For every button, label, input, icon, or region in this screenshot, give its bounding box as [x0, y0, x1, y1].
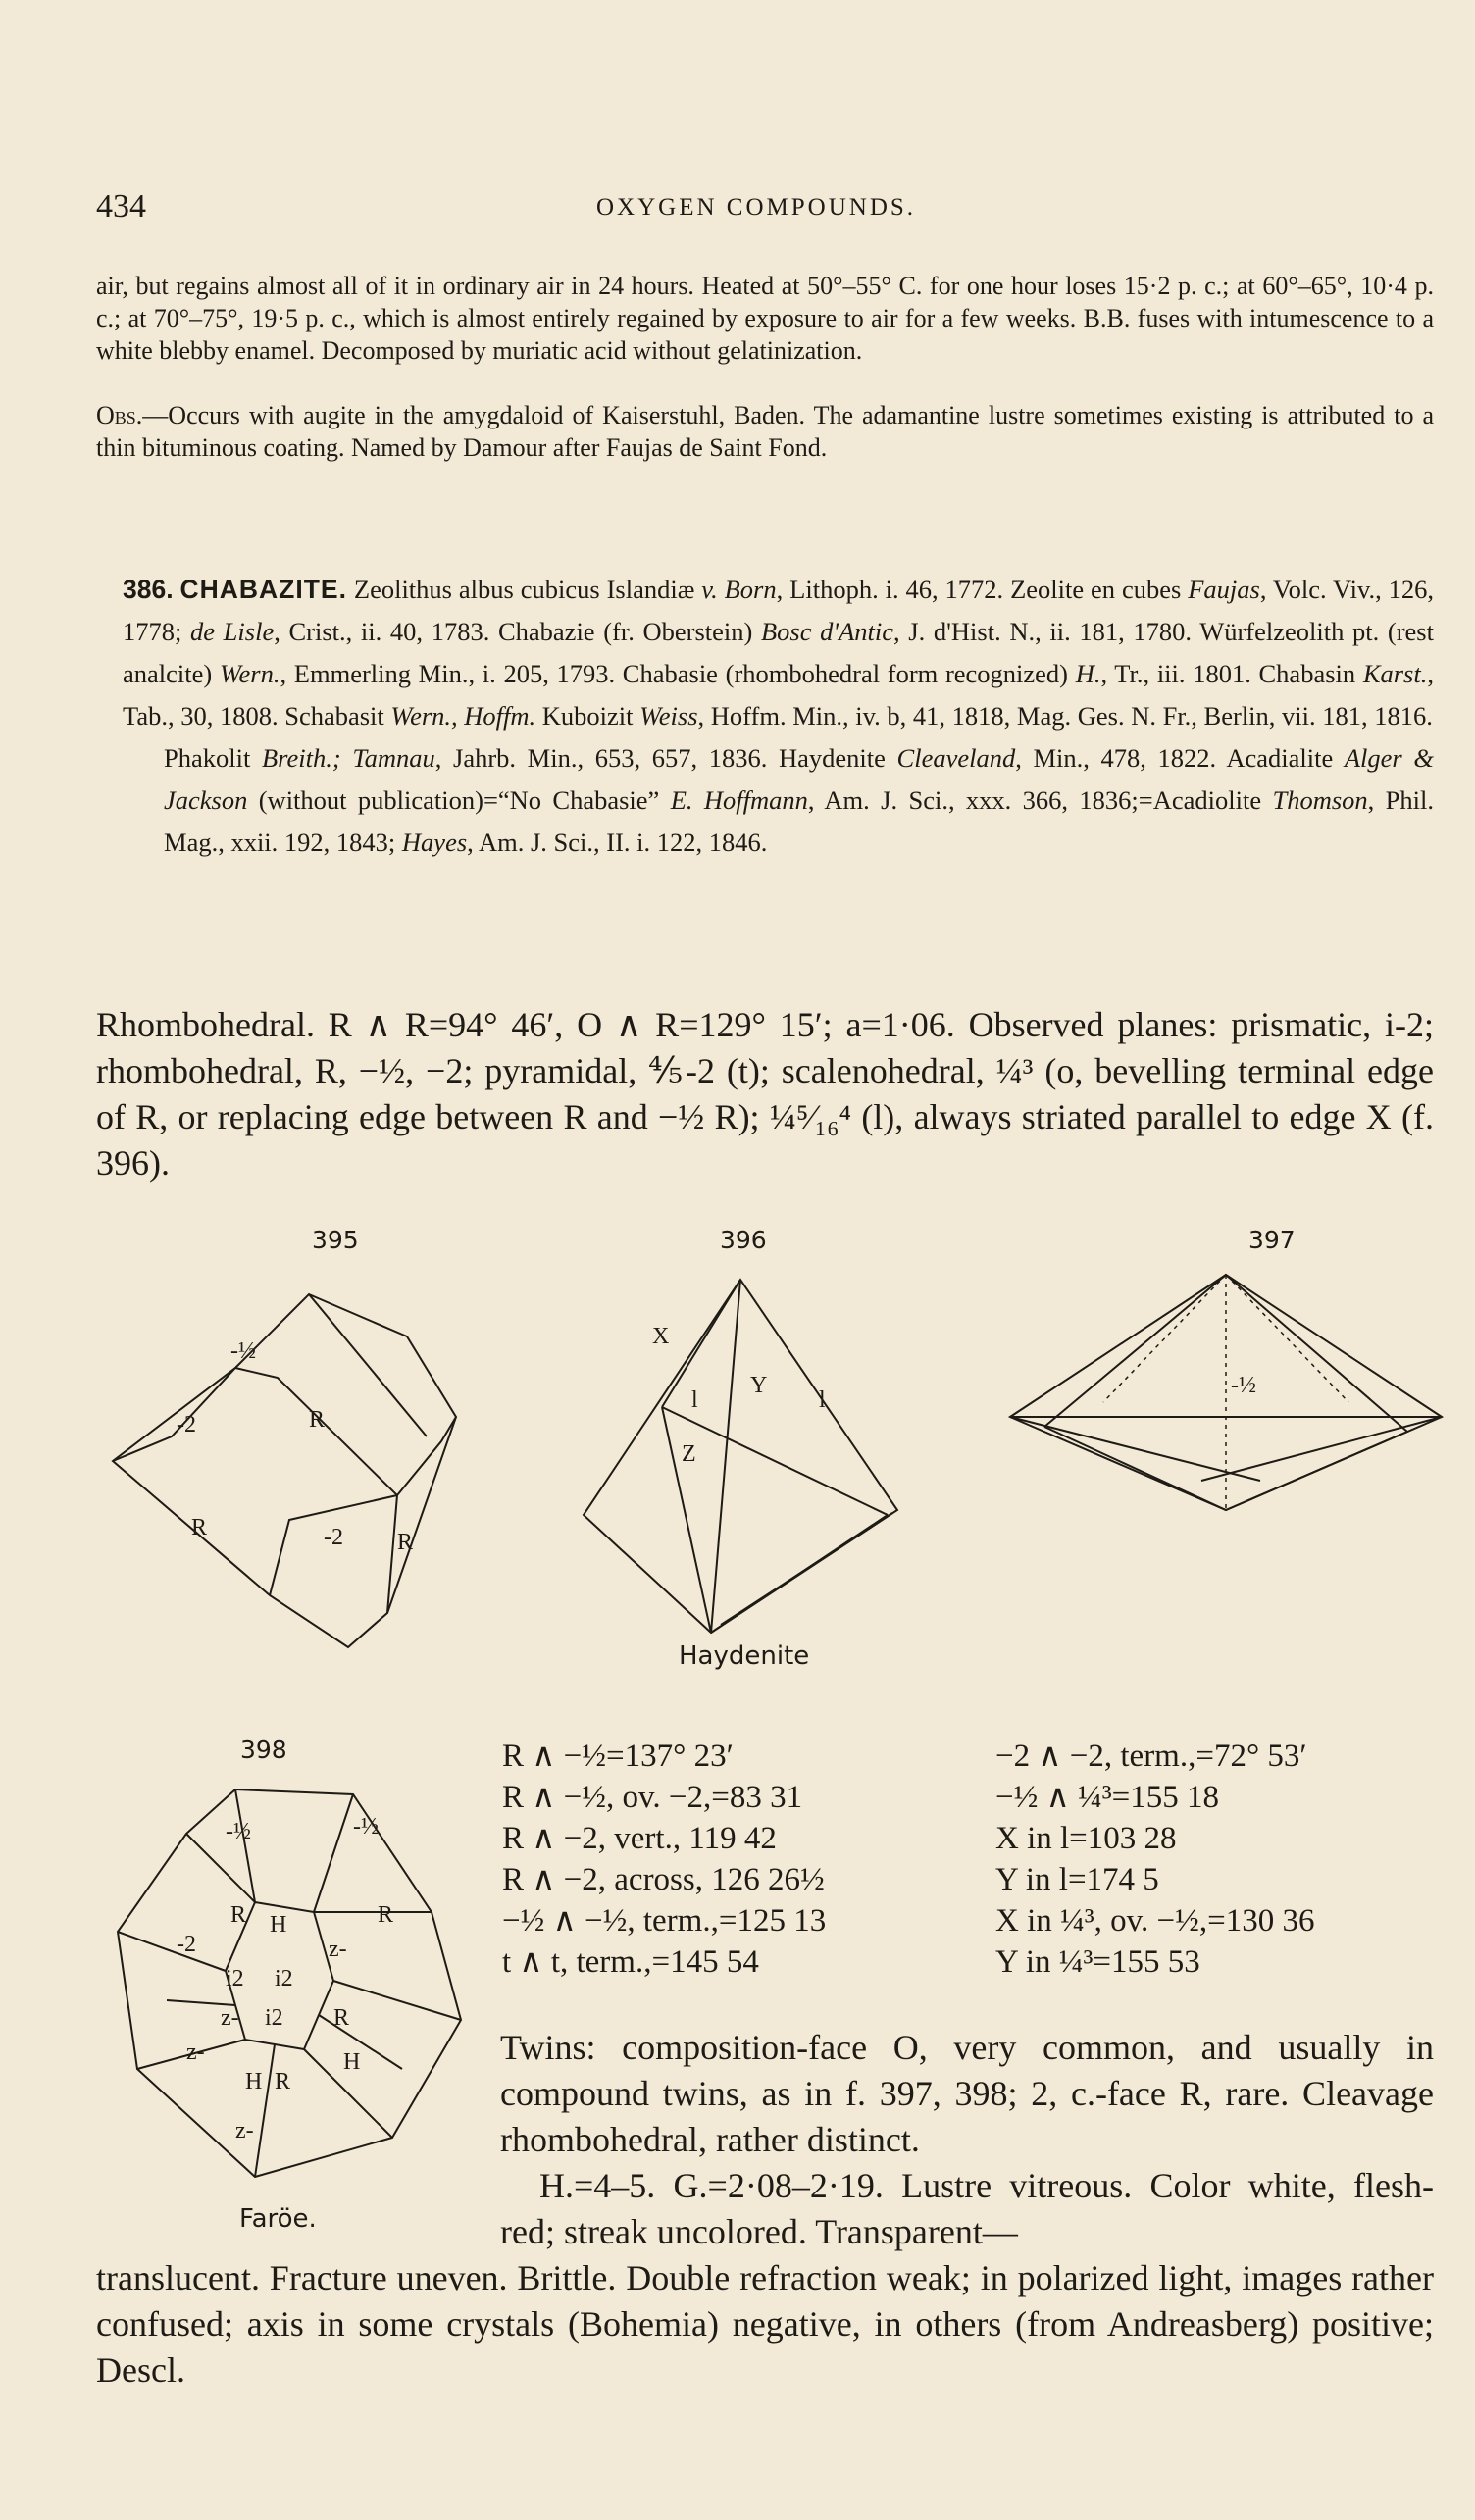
fig395-label-4: R	[191, 1515, 208, 1540]
author-citation: Karst.	[1362, 659, 1428, 688]
fig398-label-3: -2	[177, 1932, 196, 1957]
angle-row: Y in l=174 5	[995, 1862, 1159, 1897]
twins-paragraph	[500, 2025, 1434, 2255]
fig398-label-11: i2	[265, 2005, 283, 2031]
synonymy-text-continued	[123, 737, 1434, 864]
fig396-label-5: Z	[682, 1441, 696, 1467]
angle-row: −½ ∧ ¼³=155 18	[995, 1780, 1220, 1815]
citation-text: , Tr., iii. 1801. Chabasin	[1100, 659, 1363, 688]
page-header	[96, 188, 1430, 237]
intro-paragraph: air, but regains almost all of it in ordinary air in 24 hours. Heated at 50°–55° C. for one hour loses 15·2 p. c.; at 60°–65°, 10·4 p. c.; at 70°–75°, 19·5 p. c., which is almost entirely regained by exposure to air for a few weeks. B.B. fuses with intumescence to a white blebby enamel. Decomposed by muriatic acid without gelatinization.	[96, 272, 1434, 365]
angle-row: R ∧ −2, vert., 119 42	[502, 1821, 777, 1856]
angle-row: t ∧ t, term.,=145 54	[502, 1944, 759, 1980]
author-citation: v. Born	[701, 575, 777, 604]
fig398-edge-k	[319, 2015, 402, 2069]
fig395-label-2: -2	[177, 1412, 196, 1437]
fig396-label-3: Y	[750, 1373, 768, 1398]
citation-text: , Min., 478, 1822. Acadialite	[1015, 743, 1345, 773]
angle-row: R ∧ −½=137° 23′	[502, 1739, 734, 1774]
author-citation: de Lisle	[190, 617, 275, 646]
angle-row: X in l=103 28	[995, 1821, 1177, 1856]
citation-text: , Crist., ii. 40, 1783. Chabazie (fr. Oberstein)	[274, 617, 761, 646]
figure-396-number: 396	[720, 1226, 767, 1254]
figure-396-caption: Haydenite	[679, 1641, 810, 1671]
author-citation: Faujas	[1188, 575, 1260, 604]
continuation-text: translucent. Fracture uneven. Brittle. Double refraction weak; in polarized light, images rather confused; axis in some crystals (Bohemia) negative, in others (from Andreasberg) positive; Descl.	[96, 2258, 1434, 2390]
fig397-edge-e	[1226, 1432, 1407, 1510]
fig395-label-3: R	[309, 1407, 326, 1433]
fig397-hidden-edge-c	[1103, 1275, 1226, 1402]
fig398-label-5: H	[270, 1912, 287, 1938]
angle-row: R ∧ −2, across, 126 26½	[502, 1862, 825, 1897]
fig398-label-4: R	[230, 1902, 247, 1928]
angles-right-column	[995, 1736, 1314, 1983]
species-name: CHABAZITE.	[179, 575, 347, 604]
citation-text: , Volc. Viv., 126, 1778;	[123, 575, 1435, 646]
fig398-label-13: z-	[186, 2040, 205, 2065]
fig397-label-1: -½	[1231, 1373, 1256, 1398]
fig396-edge-f	[721, 1513, 892, 1625]
figure-395-number: 395	[312, 1226, 359, 1254]
fig398-edge-c	[118, 1932, 226, 1971]
fig397-edge-g	[1201, 1417, 1442, 1481]
fig398-edge-d	[333, 1981, 461, 2020]
fig396-outline	[584, 1280, 897, 1633]
author-citation: Weiss	[639, 701, 698, 731]
figure-398-caption: Faröe.	[239, 2204, 317, 2234]
citation-text: , Tab., 30, 1808. Schabasit	[123, 659, 1434, 731]
fig396-label-1: X	[652, 1324, 670, 1349]
fig395-outline	[113, 1294, 456, 1647]
fig398-label-8: i2	[226, 1966, 244, 1991]
fig395-label-5: -2	[324, 1525, 343, 1550]
fig398-label-7: z-	[329, 1937, 347, 1962]
figure-398-number: 398	[240, 1736, 287, 1764]
fig396-label-4: l	[819, 1387, 826, 1413]
fig398-label-14: H	[343, 2049, 361, 2075]
obs-label: Obs.	[96, 401, 143, 429]
angles-left-column	[502, 1736, 826, 1983]
angle-row: R ∧ −½, ov. −2,=83 31	[502, 1780, 803, 1815]
fig398-label-12: R	[333, 2005, 350, 2031]
author-citation: H.	[1075, 659, 1101, 688]
citation-text: , Phil. Mag., xxii. 192, 1843;	[164, 785, 1435, 857]
figure-395-drawing	[103, 1260, 476, 1652]
author-citation: Wern.	[219, 659, 280, 688]
author-citation: Breith.; Tamnau	[261, 743, 435, 773]
fig398-label-1: -½	[226, 1819, 251, 1844]
author-citation: Cleaveland	[896, 743, 1016, 773]
fig398-label-9: i2	[275, 1966, 293, 1991]
fig398-label-2: -½	[353, 1814, 379, 1840]
fig398-label-10: z-	[221, 2005, 239, 2031]
obs-text: —Occurs with augite in the amygdaloid of Kaiserstuhl, Baden. The adamantine lustre sometimes existing is attributed to a thin bituminous coating. Named by Damour after Faujas de Saint Fond.	[96, 401, 1434, 462]
continuation-paragraph	[96, 2255, 1434, 2394]
angle-row: −2 ∧ −2, term.,=72° 53′	[995, 1739, 1307, 1774]
fig397-edge-b	[1044, 1275, 1226, 1427]
figure-396-drawing	[574, 1270, 907, 1642]
crystallography-paragraph	[96, 1002, 1434, 1186]
fig396-edge-b	[662, 1280, 740, 1407]
fig397-edge-d	[1044, 1427, 1226, 1510]
running-head: OXYGEN COMPOUNDS.	[596, 194, 917, 221]
fig395-label-1: -½	[230, 1338, 256, 1364]
fig396-label-2: l	[691, 1387, 698, 1413]
fig395-edge-e	[309, 1294, 427, 1436]
fig398-label-15: R	[275, 2069, 291, 2094]
citation-text: , Am. J. Sci., II. i. 122, 1846.	[467, 828, 768, 857]
species-number: 386.	[123, 575, 174, 604]
citation-text: , J. d'Hist. N., ii. 181, 1780. Würfelzeolith pt. (rest analcite)	[123, 617, 1434, 688]
fig398-label-16: H	[245, 2069, 263, 2094]
angle-row: X in ¼³, ov. −½,=130 36	[995, 1903, 1315, 1939]
author-citation: E. Hoffmann	[670, 785, 808, 815]
citation-text: Kuboizit	[535, 701, 640, 731]
citation-text: , Lithoph. i. 46, 1772. Zeolite en cubes	[776, 575, 1189, 604]
citation-text: , Am. J. Sci., xxx. 366, 1836;=Acadiolite	[807, 785, 1273, 815]
synonymy-block	[123, 569, 1434, 864]
page-number: 434	[96, 188, 146, 225]
crystallography-text: Rhombohedral. R ∧ R=94° 46′, O ∧ R=129° 15′; a=1·06. Observed planes: prismatic, i-2; rhombohedral, R, −½, −2; pyramidal, ⅘-2 (t); scalenohedral, ¼³ (o, bevelling terminal edge of R, or replacing edge between R and −½ R); ¼⁵⁄₁₆⁴ (l), always striated parallel to edge X (f. 396).	[96, 1005, 1434, 1183]
fig398-edge-g	[255, 2044, 275, 2177]
hardness-text: H.=4–5. G.=2·08–2·19. Lustre vitreous. Color white, flesh-red; streak uncolored. Transparent—	[500, 2166, 1434, 2251]
figure-397-drawing	[1005, 1265, 1447, 1520]
citation-text: (without publication)=“No Chabasie”	[247, 785, 671, 815]
author-citation: Thomson	[1272, 785, 1368, 815]
citation-text: Phakolit	[164, 743, 262, 773]
author-citation: Alger & Jackson	[164, 743, 1434, 815]
twins-text: Twins: composition-face O, very common, and usually in compound twins, as in f. 397, 398; 2, c.-face R, rare. Cleavage rhombohedral, rather distinct.	[500, 2028, 1434, 2159]
obs-paragraph	[96, 399, 1434, 464]
citation-text: Zeolithus albus cubicus Islandiæ	[346, 575, 702, 604]
fig398-label-17: z-	[235, 2118, 254, 2143]
author-citation: Bosc d'Antic	[761, 617, 894, 646]
angle-row: −½ ∧ −½, term.,=125 13	[502, 1903, 827, 1939]
citation-text: , Emmerling Min., i. 205, 1793. Chabasie (rhombohedral form recognized)	[280, 659, 1076, 688]
fig396-edge-a	[711, 1280, 740, 1633]
author-citation: Wern., Hoffm.	[390, 701, 536, 731]
figure-397-number: 397	[1248, 1226, 1296, 1254]
author-citation: Hayes	[401, 828, 468, 857]
fig398-edge-b	[314, 1794, 353, 1912]
fig395-edge-a	[235, 1368, 397, 1613]
fig397-edge-c	[1226, 1275, 1407, 1432]
citation-text: , Hoffm. Min., iv. b, 41, 1818, Mag. Ges. N. Fr., Berlin, vii. 181, 1816.	[697, 701, 1433, 731]
citation-text: , Jahrb. Min., 653, 657, 1836. Haydenite	[434, 743, 897, 773]
angle-row: Y in ¼³=155 53	[995, 1944, 1200, 1980]
fig395-label-6: R	[397, 1530, 414, 1555]
fig395-edge-c	[397, 1417, 456, 1495]
figure-398-drawing	[108, 1775, 481, 2187]
fig398-label-6: R	[378, 1902, 394, 1928]
